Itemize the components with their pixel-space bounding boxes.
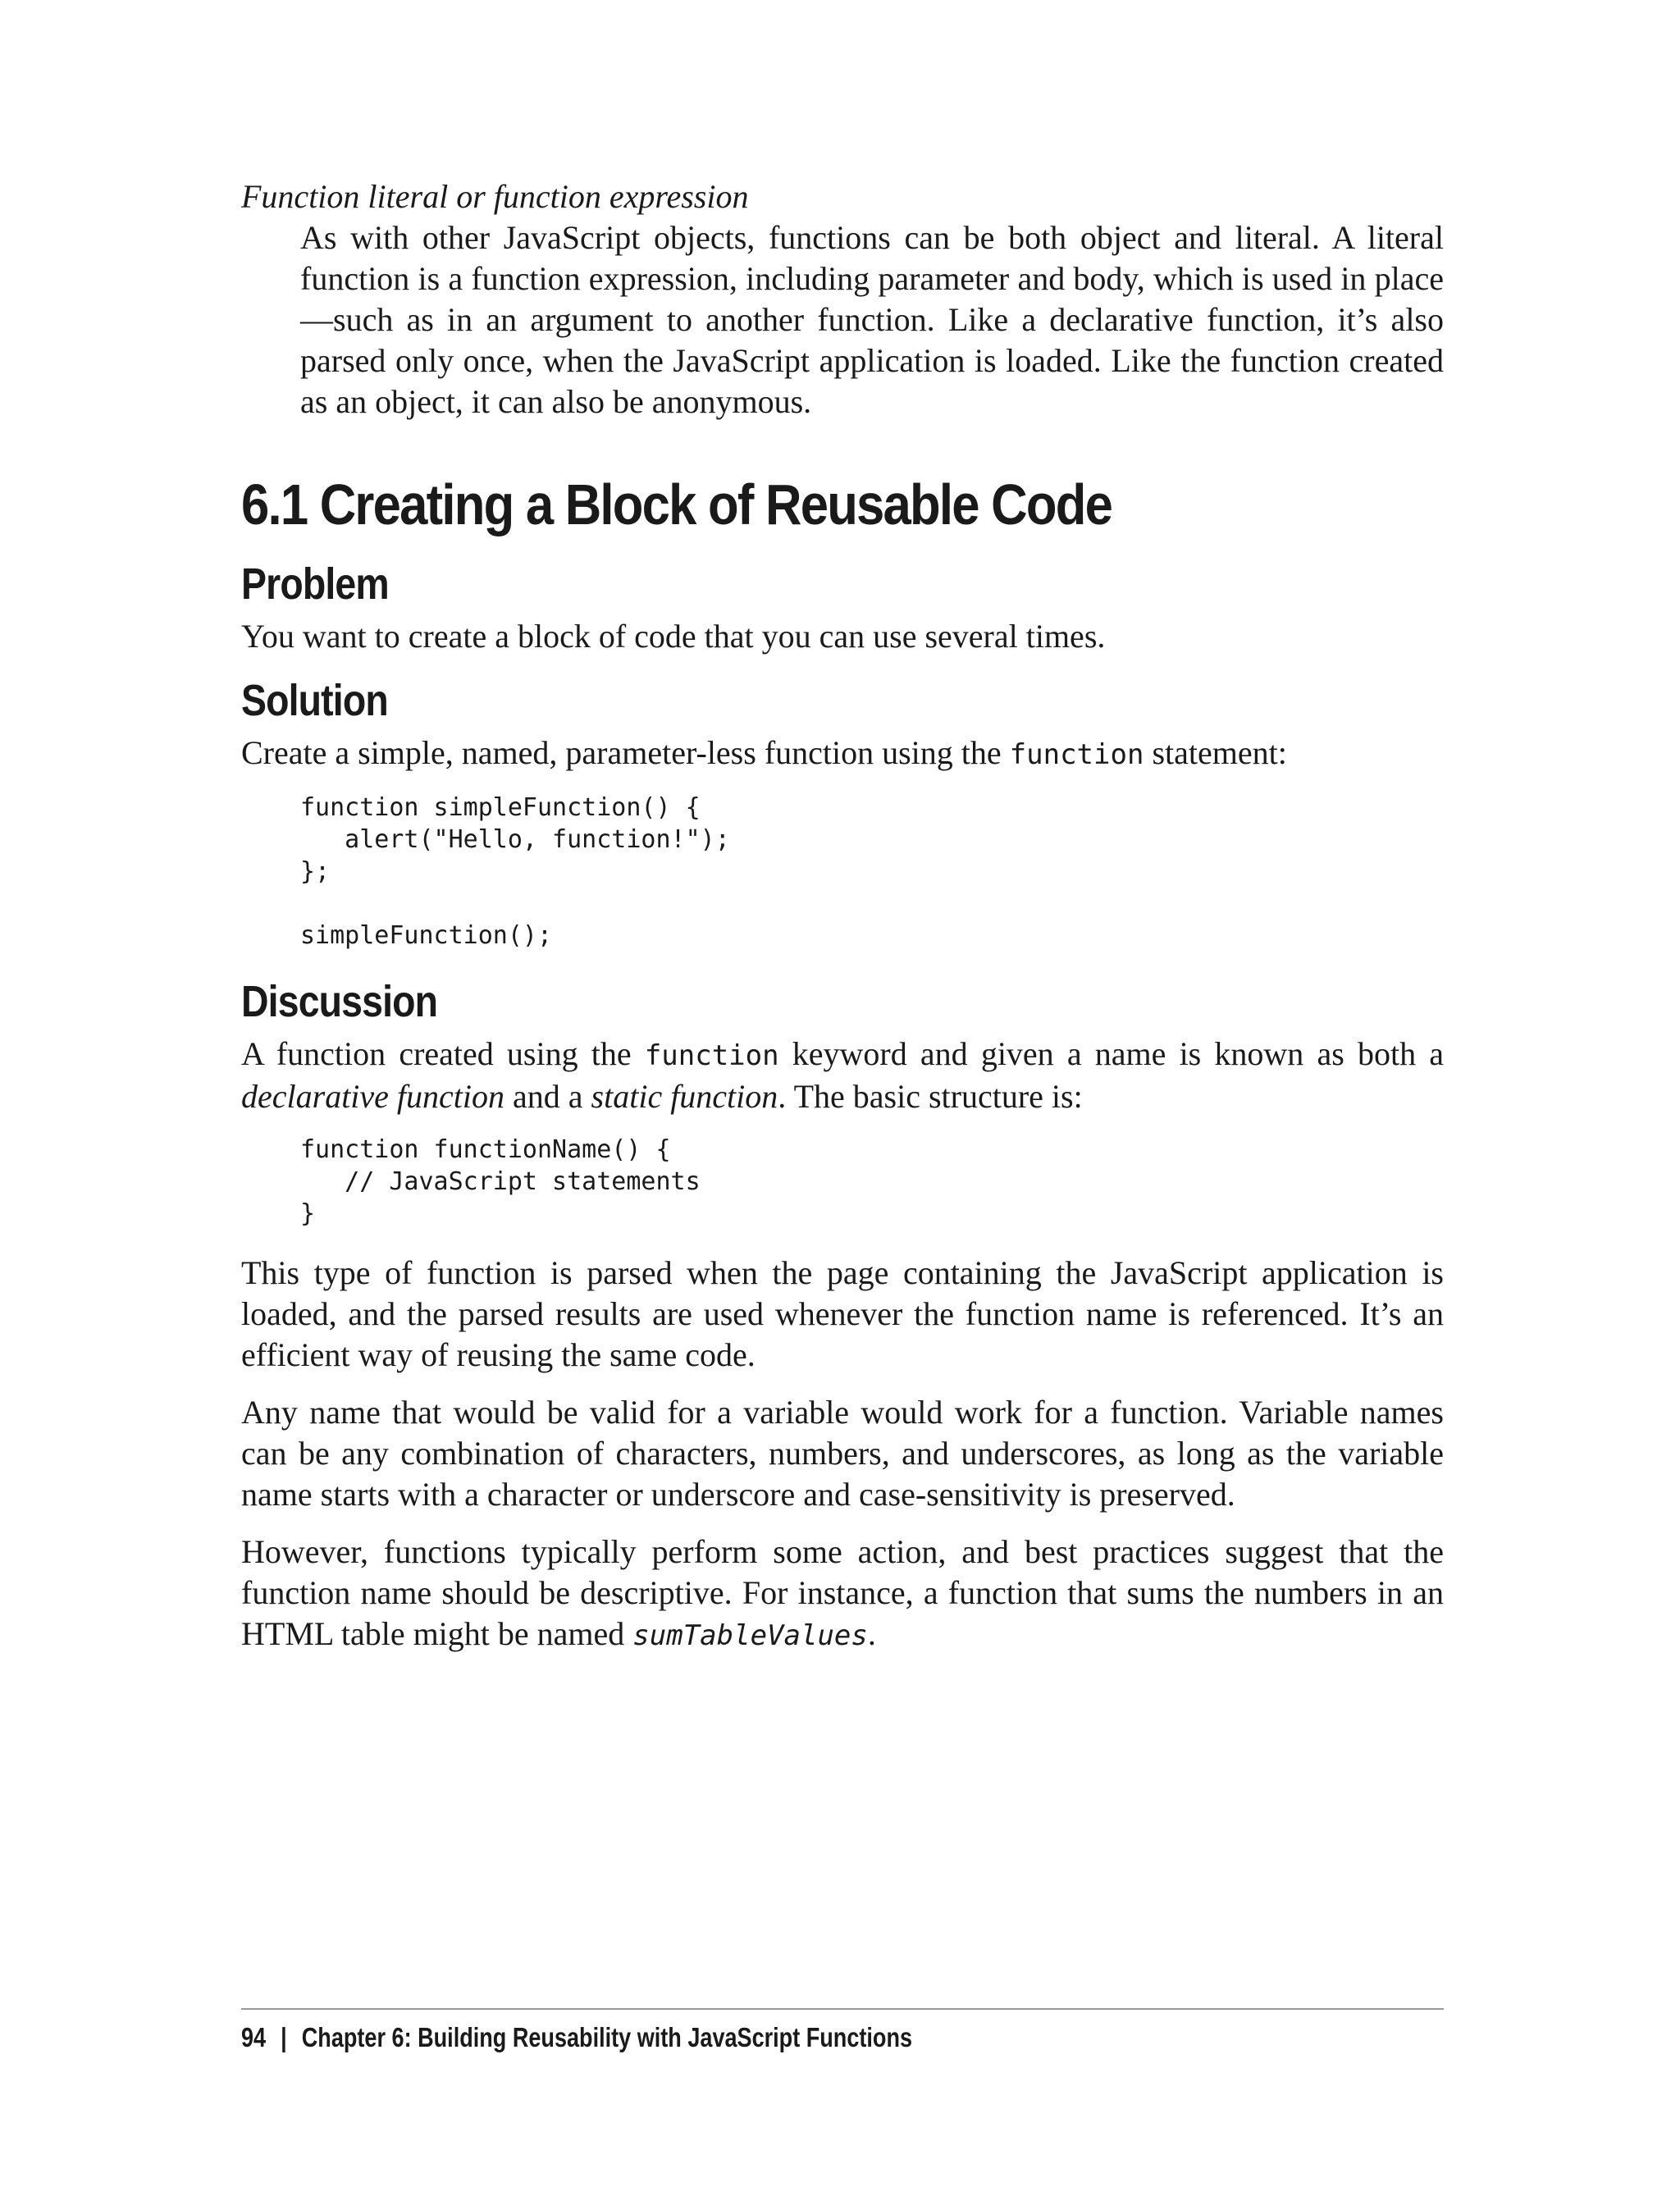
discussion-p1-emphasis-1: declarative function [241, 1078, 505, 1115]
page-footer [241, 2021, 912, 2054]
discussion-p1-inline-code: function [644, 1039, 779, 1072]
discussion-code-block: function functionName() { // JavaScript statements } [300, 1135, 701, 1228]
page-number: 94 [241, 2022, 267, 2052]
discussion-p1-text-a: A function created using the [241, 1035, 645, 1072]
solution-inline-code: function [1009, 738, 1144, 771]
discussion-p1-text-b: keyword and given a name is known as both a [778, 1035, 1444, 1072]
discussion-p1-text-d: . The basic structure is: [778, 1078, 1083, 1115]
footer-separator: | [281, 2022, 287, 2052]
section-title: 6.1 Creating a Block of Reusable Code [241, 472, 1112, 536]
discussion-paragraph-3: Any name that would be valid for a variable would work for a function. Variable names can be any combination of characters, numbers, and underscores, as long as the variable name starts with a character or underscore and case-sensitivity is preserved. [241, 1394, 1444, 1513]
page-content [241, 176, 1444, 1673]
solution-code-block [300, 792, 1444, 952]
discussion-p4-text-b: . [867, 1615, 876, 1652]
problem-text: You want to create a block of code that you can use several times. [241, 618, 1106, 655]
solution-text [241, 733, 1444, 775]
footer-rule [241, 2008, 1444, 2010]
discussion-paragraph-2: This type of function is parsed when the page containing the JavaScript application is loaded, and the parsed results are used whenever the function name is referenced. It’s an efficient way of reusing the same code. [241, 1254, 1444, 1373]
discussion-heading: Discussion [241, 977, 438, 1026]
discussion-p4-text-a: However, functions typically perform some action, and best practices suggest that the function name should be descriptive. For instance, a function that sums the numbers in an HTML table might be named [241, 1533, 1444, 1652]
discussion-p1-text-c: and a [504, 1078, 591, 1115]
discussion-p4-inline-code: sumTableValues [632, 1619, 868, 1652]
discussion-paragraph-4 [241, 1532, 1444, 1656]
discussion-p1-emphasis-2: static function [591, 1078, 778, 1115]
discussion-paragraph-1 [241, 1034, 1444, 1117]
solution-text-before: Create a simple, named, parameter-less function using the [241, 734, 1010, 771]
chapter-title: Chapter 6: Building Reusability with JavaScript Functions [301, 2022, 913, 2052]
problem-heading: Problem [241, 559, 389, 609]
solution-text-after: statement: [1144, 734, 1287, 771]
solution-code-definition: function simpleFunction() { alert("Hello, function!"); }; [300, 793, 730, 886]
solution-heading: Solution [241, 676, 388, 725]
definition-term: Function literal or function expression [241, 178, 749, 215]
solution-code-call: simpleFunction(); [300, 921, 553, 950]
definition-body: As with other JavaScript objects, functions can be both object and literal. A literal function is a function expression, including parameter and body, which is used in place—such as in an argument to another function. Like a declarative function, it’s also parsed only once, when the JavaScript application is loaded. Like the function created as an object, it can also be anonymous. [300, 219, 1444, 420]
